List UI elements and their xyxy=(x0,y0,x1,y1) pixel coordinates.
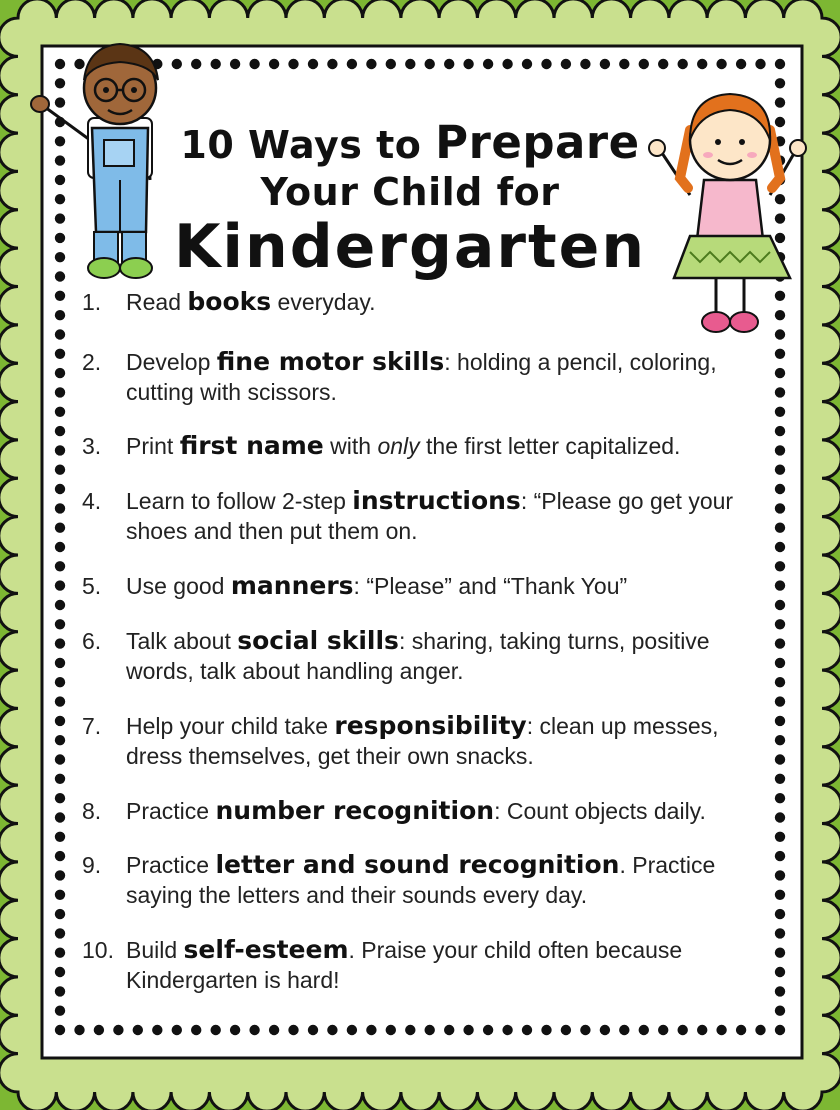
item-text xyxy=(126,571,746,601)
item-text xyxy=(126,711,746,771)
item-text-b: . Praise your child often because Kindergarten is hard! xyxy=(126,937,683,993)
item-text-b: . Practice saying the letters and their sounds every day. xyxy=(126,852,716,908)
item-text xyxy=(126,347,746,407)
item-number: 9. xyxy=(82,852,102,878)
item-text-c: the first letter capitalized. xyxy=(419,433,681,459)
item-text-b: with xyxy=(323,433,378,459)
item-text xyxy=(126,935,746,995)
item-text-b: : holding a pencil, coloring, cutting with scissors. xyxy=(126,349,717,405)
item-text-b: : sharing, taking turns, positive words, talk about handling anger. xyxy=(126,628,710,684)
title-part-1: 10 Ways to xyxy=(180,123,436,167)
item-text xyxy=(126,287,746,317)
item-text-a: Talk about xyxy=(126,628,238,654)
item-text-b: : “Please” and “Thank You” xyxy=(353,573,628,599)
item-text-a: Practice xyxy=(126,798,216,824)
item-keyword: responsibility xyxy=(334,711,527,740)
item-number: 4. xyxy=(82,488,102,514)
item-number: 8. xyxy=(82,798,102,824)
item-number: 6. xyxy=(82,628,102,654)
item-text-a: Print xyxy=(126,433,180,459)
item-number: 10. xyxy=(82,937,114,963)
item-text xyxy=(126,850,746,910)
item-keyword: number recognition xyxy=(215,796,495,825)
item-text-b: : Count objects daily. xyxy=(494,798,706,824)
title-line-1 xyxy=(150,116,670,169)
item-keyword: self-esteem xyxy=(183,935,349,964)
item-text-b: : clean up messes, dress themselves, get their own snacks. xyxy=(126,713,719,769)
item-text-a: Build xyxy=(126,937,184,963)
item-text-a: Use good xyxy=(126,573,231,599)
title-line-3: Kindergarten xyxy=(173,212,647,282)
title-line-2: Your Child for xyxy=(260,170,560,214)
item-text-a: Read xyxy=(126,289,188,315)
title-part-2: Prepare xyxy=(435,116,640,169)
item-text-a: Learn to follow 2-step xyxy=(126,488,353,514)
item-number: 2. xyxy=(82,349,102,375)
item-number: 1. xyxy=(82,289,102,315)
item-text-a: Practice xyxy=(126,852,216,878)
item-number: 3. xyxy=(82,433,102,459)
item-text-b: everyday. xyxy=(271,289,376,315)
item-text xyxy=(126,796,746,826)
item-keyword: fine motor skills xyxy=(216,347,445,376)
item-keyword: social skills xyxy=(237,626,399,655)
item-keyword: first name xyxy=(179,431,324,460)
item-keyword: manners xyxy=(230,571,354,600)
item-text xyxy=(126,626,746,686)
item-keyword: instructions xyxy=(352,486,521,515)
item-text-a: Develop xyxy=(126,349,217,375)
item-number: 7. xyxy=(82,713,102,739)
item-number: 5. xyxy=(82,573,102,599)
item-keyword: letter and sound recognition xyxy=(215,850,620,879)
item-keyword: books xyxy=(187,287,272,316)
item-emphasis: only xyxy=(377,433,420,459)
item-text xyxy=(126,486,746,546)
item-text-a: Help your child take xyxy=(126,713,335,739)
item-text-b: : “Please go get your shoes and then put them on. xyxy=(126,488,734,544)
item-text xyxy=(126,431,746,461)
